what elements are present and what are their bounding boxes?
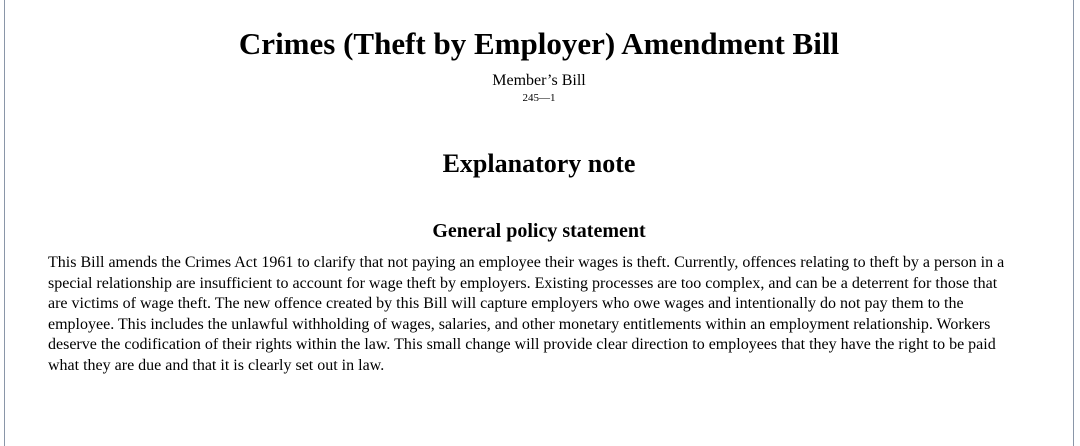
- document-page: [4, 0, 1074, 446]
- bill-number: 245—1: [522, 92, 556, 104]
- general-policy-text: This Bill amends the Crimes Act 1961 to clarify that not paying an employee their wages is theft. Currently, offences relating to theft by a person in a special relationship are insufficient to account for wage theft by employers. Existing processes are too complex, and can be a deterrent for those that are victims of wage theft. The new offence created by this Bill will capture employers who owe wages and intentionally do not pay them to the employee. This includes the unlawful withholding of wages, salaries, and other monetary entitlements within an employment relationship. Workers deserve the codification of their rights within the law. This small change will provide clear direction to employees that they have the right to be paid what they are due and that it is clearly set out in law.: [48, 254, 1005, 374]
- document-title: Crimes (Theft by Employer) Amendment Bill: [238, 26, 840, 61]
- explanatory-note-heading: Explanatory note: [442, 149, 636, 178]
- bill-type: Member’s Bill: [492, 72, 586, 89]
- general-policy-heading: General policy statement: [432, 220, 646, 242]
